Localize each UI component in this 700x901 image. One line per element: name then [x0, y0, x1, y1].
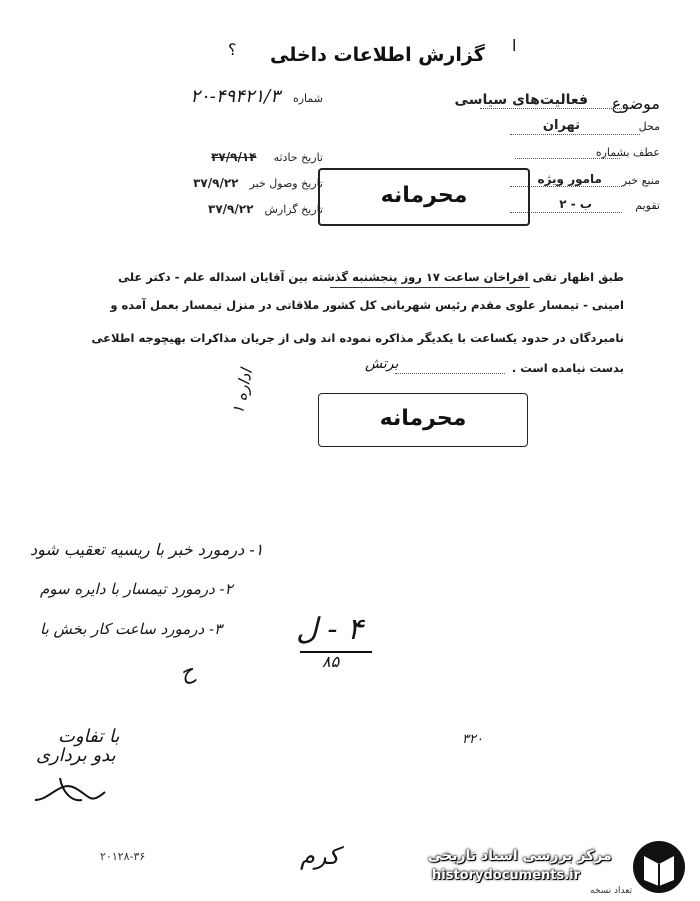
- event-date-row: [118, 146, 323, 165]
- tick-mark: ا: [512, 36, 517, 55]
- subject-value: فعالیت‌های سیاسی: [454, 92, 588, 108]
- receive-date-value: ۳۷/۹/۲۲: [193, 176, 239, 190]
- receive-date-label: تاریخ وصول خبر: [249, 177, 323, 190]
- body-underline: [330, 287, 530, 288]
- handwritten-initials: ح: [176, 658, 199, 687]
- receive-date-row: [118, 172, 323, 191]
- subject-label: موضوع: [611, 94, 660, 113]
- handwritten-note-1: ۱- درمورد خبر با ریسیه تعقیب شود: [30, 540, 264, 559]
- ref-line: [515, 158, 620, 159]
- body-line-4: بدست نیامده است .: [511, 361, 624, 375]
- confidential-stamp-top: محرمانه: [318, 168, 530, 226]
- subject-line: [480, 108, 640, 109]
- footer-number: ۲۰۱۲۸-۳۶: [100, 850, 146, 863]
- number-row: [118, 86, 323, 107]
- report-date-row: [118, 198, 323, 217]
- question-mark: ؟: [228, 40, 237, 59]
- place-label: محل: [638, 120, 660, 133]
- file-sub: ۸۵: [322, 652, 340, 671]
- body-dotted-line: [395, 373, 505, 374]
- signature-scribble-icon: [30, 770, 110, 810]
- source-label: منبع خبر: [621, 174, 660, 187]
- bottom-note: بدو برداری: [36, 745, 116, 766]
- report-title: گزارش اطلاعات داخلی: [270, 44, 485, 66]
- footer-signature: کرم: [300, 842, 340, 870]
- body-line-3: نامبردگان در حدود یکساعت با یکدیگر مذاکره نموده اند ولی از جریان مذاکرات بهیچوجه اطلاعی: [91, 331, 624, 345]
- bottom-note-2: با تفاوت: [58, 726, 120, 747]
- copies-label: تعداد نسخه: [590, 886, 633, 896]
- grade-value: ب - ۲: [559, 197, 592, 211]
- place-line: [510, 134, 640, 135]
- handwritten-note-3: ۳- درمورد ساعت کار بخش با: [40, 620, 223, 638]
- margin-note: اداره ۱: [228, 367, 257, 416]
- body-line-2: امینی - تیمسار علوی مقدم رئیس شهربانی کل کشور ملاقاتی در منزل تیمسار بعمل آمده و: [110, 298, 624, 312]
- number-value: ۴۹۴۲۱/۳-۲۰: [190, 86, 280, 107]
- ref-label: عطف بشماره: [595, 146, 660, 159]
- event-date-value: ۳۷/۹/۱۴: [211, 150, 257, 164]
- report-date-label: تاریخ گزارش: [264, 203, 323, 216]
- event-date-label: تاریخ حادثه: [273, 151, 323, 164]
- body-signature: برتش: [365, 356, 399, 372]
- body-line-1: طبق اظهار تقی افراخان ساعت ۱۷ روز پنجشنبه گذشته بین آقایان اسداله علم - دکتر علی: [118, 270, 624, 284]
- grade-label: تقویم: [635, 199, 660, 212]
- book-logo-icon: [628, 838, 690, 896]
- handwritten-note-2: ۲- درمورد تیمسار با دایره سوم: [40, 580, 233, 598]
- confidential-stamp-middle: محرمانه: [318, 393, 528, 447]
- small-number: ۳۲۰: [462, 732, 483, 747]
- file-code: ۴ - ل: [296, 612, 364, 647]
- source-value: مامور ویژه: [537, 172, 602, 186]
- report-date-value: ۳۷/۹/۲۲: [208, 202, 254, 216]
- number-label: شماره: [292, 92, 323, 105]
- place-value: تهران: [542, 118, 580, 133]
- watermark-org: مرکز بررسی اسناد تاریخی: [428, 848, 612, 864]
- watermark-url: historydocuments.ir: [432, 868, 581, 883]
